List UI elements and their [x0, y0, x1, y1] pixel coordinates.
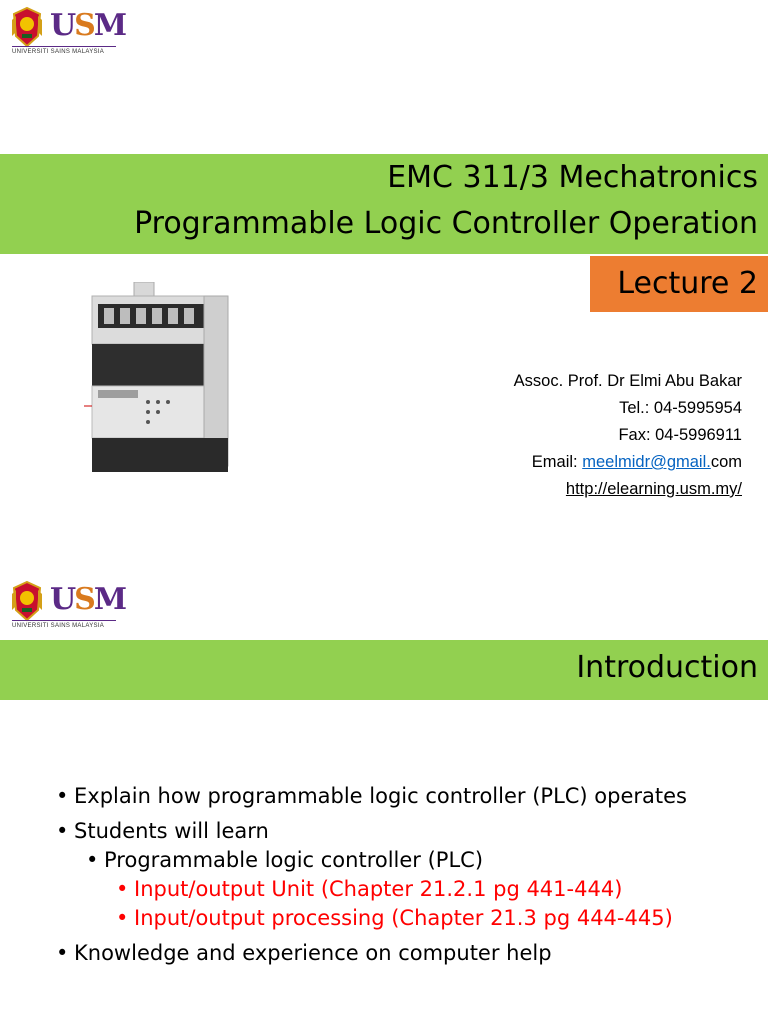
email-suffix: com [710, 453, 742, 471]
email-line [514, 449, 742, 476]
lecturer-name: Assoc. Prof. Dr Elmi Abu Bakar [513, 372, 742, 390]
introduction-slide [0, 566, 768, 1024]
course-title: EMC 311/3 Mechatronics [387, 160, 758, 195]
usm-wordmark: USM [50, 8, 126, 43]
lecture-badge [590, 256, 768, 312]
usm-crest-icon [10, 580, 44, 622]
lecture-label: Lecture 2 [617, 266, 758, 301]
university-name: UNIVERSITI SAINS MALAYSIA [12, 623, 105, 629]
bullet-list [56, 782, 696, 974]
usm-crest-icon [10, 6, 44, 48]
usm-logo [8, 580, 126, 632]
email-prefix: Email: [531, 453, 583, 471]
bullet-item: • Programmable logic controller (PLC) [86, 846, 696, 875]
bullet-item: • Explain how programmable logic controller (PLC) operates [56, 782, 696, 811]
slide-title: Introduction [576, 650, 758, 685]
usm-logo [8, 6, 126, 58]
bullet-item: • Input/output processing (Chapter 21.3 pg 444-445) [116, 904, 694, 933]
title-banner [0, 154, 768, 254]
contact-block [514, 368, 742, 503]
fax: Fax: 04-5996911 [618, 426, 742, 444]
website-link[interactable]: http://elearning.usm.my/ [565, 480, 742, 498]
email-link[interactable]: meelmidr@gmail. [582, 453, 711, 471]
bullet-item: • Input/output Unit (Chapter 21.2.1 pg 441-444) [116, 875, 694, 904]
university-name: UNIVERSITI SAINS MALAYSIA [12, 49, 105, 55]
bullet-item: • Knowledge and experience on computer help [56, 939, 696, 968]
usm-wordmark: USM [50, 582, 126, 617]
bullet-item: • Students will learn [56, 817, 696, 846]
course-subtitle: Programmable Logic Controller Operation [134, 206, 758, 241]
plc-device-image [84, 282, 234, 478]
telephone: Tel.: 04-5995954 [619, 399, 742, 417]
